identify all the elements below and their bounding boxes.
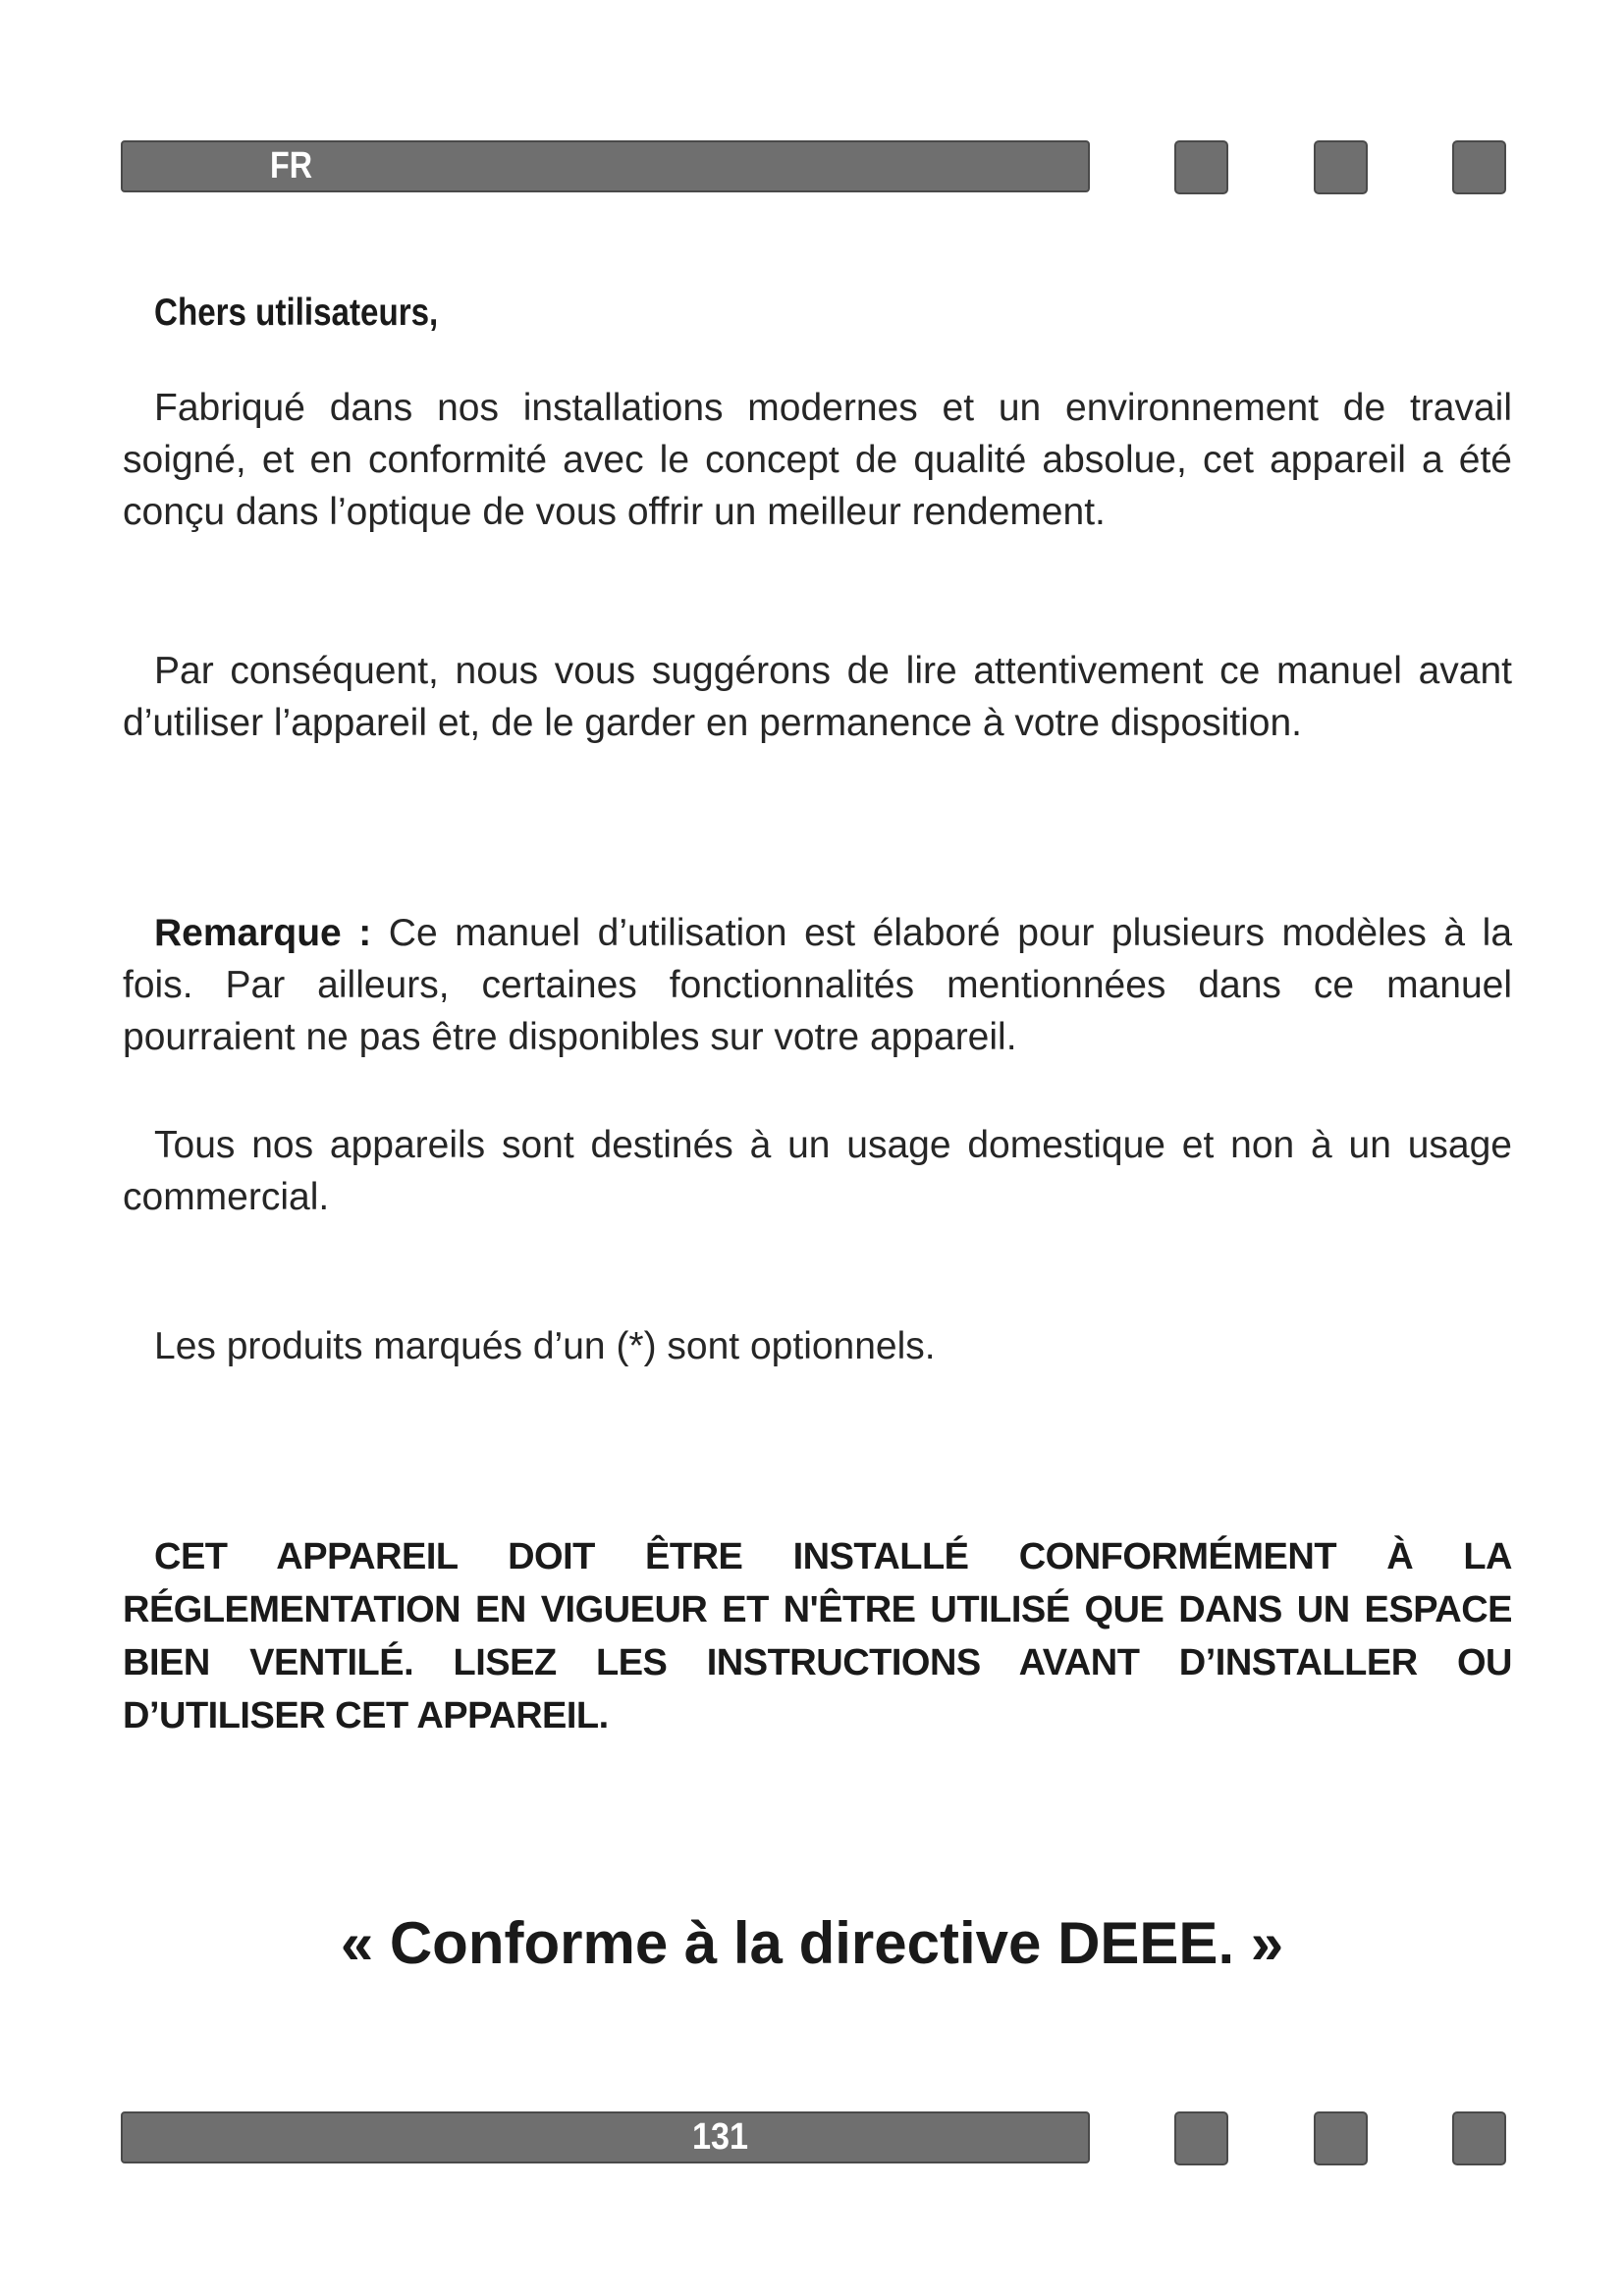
remark-paragraph xyxy=(123,907,1512,1063)
optional-products-paragraph: Les produits marqués d’un (*) sont optionnels. xyxy=(154,1325,936,1367)
intro-paragraph: Fabriqué dans nos installations modernes et un environnement de travail soigné, et en conformité avec le concept de qualité absolue, cet appareil a été conçu dans l’optique de vous offrir un meilleur rendement. xyxy=(123,387,1512,533)
header-square-3 xyxy=(1452,140,1506,194)
header-square-1 xyxy=(1174,140,1228,194)
remark-text: Ce manuel d’utilisation est élaboré pour plusieurs modèles à la fois. Par ailleurs, certaines fonctionnalités mentionnées dans ce manuel pourraient ne pas être disponibles sur votre appareil. xyxy=(123,912,1513,1058)
installation-warning: CET APPAREIL DOIT ÊTRE INSTALLÉ CONFORMÉMENT À LA RÉGLEMENTATION EN VIGUEUR ET N'ÊTRE UTILISÉ QUE DANS UN ESPACE BIEN VENTILÉ. LISEZ LES INSTRUCTIONS AVANT D’INSTALLER OU D’UTILISER CET APPAREIL. xyxy=(123,1536,1512,1736)
usage-paragraph: Tous nos appareils sont destinés à un usage domestique et non à un usage commercial. xyxy=(123,1124,1512,1218)
header-square-2 xyxy=(1314,140,1368,194)
manual-advice-paragraph: Par conséquent, nous vous suggérons de lire attentivement ce manuel avant d’utiliser l’appareil et, de le garder en permanence à votre disposition. xyxy=(123,650,1512,744)
footer-square-1 xyxy=(1174,2111,1228,2165)
footer-square-3 xyxy=(1452,2111,1506,2165)
remark-label: Remarque : xyxy=(154,912,372,954)
deee-compliance-statement: « Conforme à la directive DEEE. » xyxy=(340,1910,1284,1976)
page-number: 131 xyxy=(691,2116,749,2158)
footer-bar xyxy=(121,2111,1090,2163)
language-label: FR xyxy=(270,145,313,187)
greeting-heading: Chers utilisateurs, xyxy=(154,292,439,334)
header-bar xyxy=(121,140,1090,192)
footer-square-2 xyxy=(1314,2111,1368,2165)
